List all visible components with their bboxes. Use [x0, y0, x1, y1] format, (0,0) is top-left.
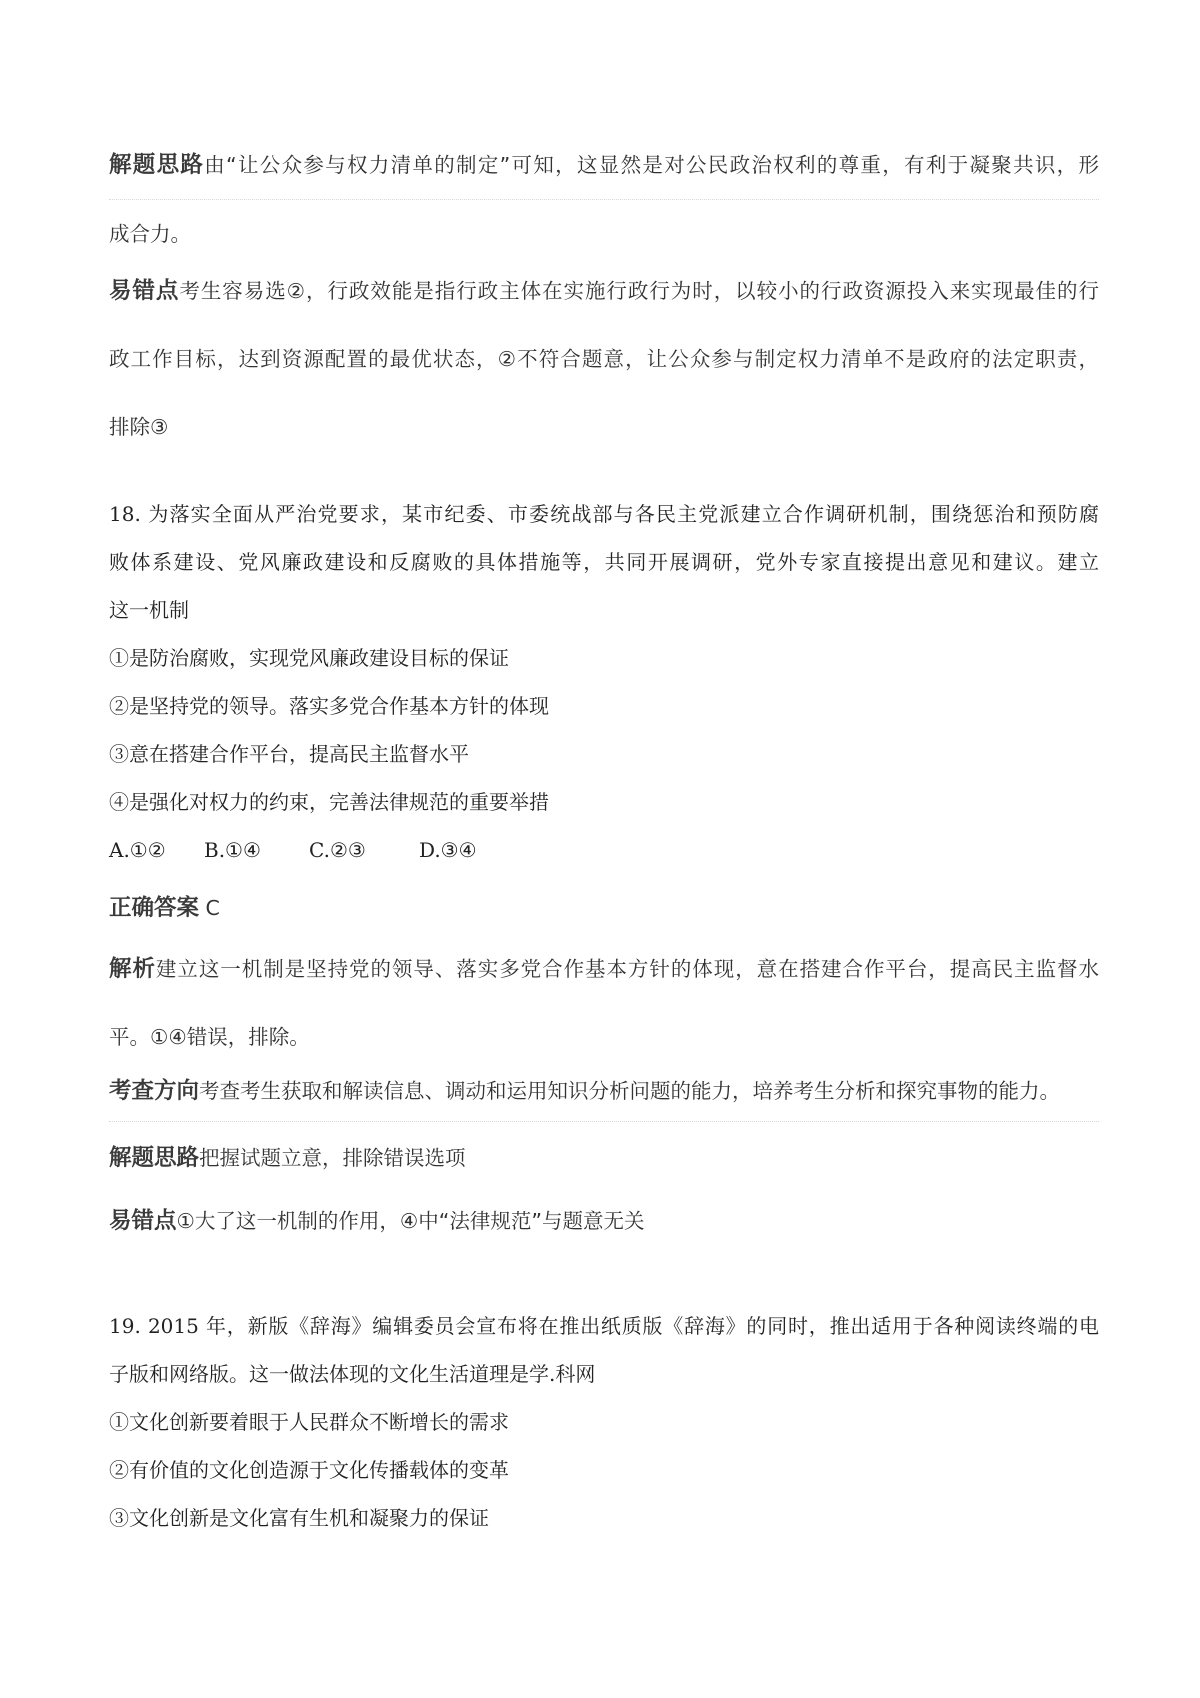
q19-item-1: ①文化创新要着眼于人民群众不断增长的需求: [109, 1410, 509, 1434]
q18-analysis-label: 解析: [109, 956, 156, 982]
q17-pitfall-block: [109, 257, 1099, 461]
q19-stem-line-2: 子版和网络版。这一做法体现的文化生活道理是学.科网: [109, 1362, 596, 1386]
q18-option-a: A.①②: [109, 838, 166, 862]
q17-pitfall-label: 易错点: [109, 278, 180, 304]
q18-option-b: B.①④: [204, 838, 261, 862]
q18-thinking: [109, 1128, 1099, 1188]
q18-direction-line: [109, 1061, 1099, 1122]
q18-stem-line-1: 18. 为落实全面从严治党要求，某市纪委、市委统战部与各民主党派建立合作调研机制，围绕惩治和预防腐: [109, 502, 1099, 526]
q18-analysis: [109, 935, 1099, 1071]
q19-item-2: ②有价值的文化创造源于文化传播载体的变革: [109, 1458, 509, 1482]
q17-thinking-line-1: [109, 131, 1099, 200]
q18-item-1: ①是防治腐败，实现党风廉政建设目标的保证: [109, 646, 509, 670]
q18-option-d: D.③④: [419, 838, 477, 862]
q18-stem-line-2: 败体系建设、党风廉政建设和反腐败的具体措施等，共同开展调研，党外专家直接提出意见和建议。建立: [109, 550, 1099, 574]
q19-stem: [109, 1302, 1099, 1542]
q17-thinking-text-1: 由“让公众参与权力清单的制定”可知，这显然是对公民政治权利的尊重，有利于凝聚共识，形: [204, 153, 1099, 177]
q18-stem: [109, 490, 1099, 826]
q17-pitfall-text-1: 考生容易选②，行政效能是指行政主体在实施行政行为时，以较小的行政资源投入来实现最佳的行: [179, 279, 1099, 303]
q18-answer-line: [109, 878, 1099, 938]
q18-analysis-line-1: [109, 935, 1099, 1003]
q18-pitfall-text: ①大了这一机制的作用，④中“法律规范”与题意无关: [176, 1209, 645, 1233]
q18-thinking-text: 把握试题立意，排除错误选项: [199, 1146, 466, 1170]
q18-analysis-text-1: 建立这一机制是坚持党的领导、落实多党合作基本方针的体现，意在搭建合作平台，提高民主监督水: [155, 957, 1099, 981]
q19-item-3: ③文化创新是文化富有生机和凝聚力的保证: [109, 1506, 489, 1530]
q18-thinking-line: [109, 1128, 1099, 1188]
q18-analysis-line-2: 平。①④错误，排除。: [109, 1025, 310, 1049]
q18-item-3: ③意在搭建合作平台，提高民主监督水平: [109, 742, 469, 766]
q18-pitfall: [109, 1191, 1099, 1251]
q18-options: [109, 826, 477, 874]
q18-direction-label: 考查方向: [109, 1078, 200, 1104]
q18-option-c: C.②③: [309, 838, 366, 862]
q18-pitfall-label: 易错点: [109, 1208, 177, 1234]
q17-pitfall-line-2: 政工作目标，达到资源配置的最优状态，②不符合题意，让公众参与制定权力清单不是政府的法定职责，: [109, 347, 1099, 371]
q17-pitfall-line-3: 排除③: [109, 415, 169, 439]
q18-answer-value: C: [205, 896, 220, 920]
q18-direction: [109, 1061, 1099, 1122]
q18-direction-text: 考查考生获取和解读信息、调动和运用知识分析问题的能力，培养考生分析和探究事物的能力。: [199, 1079, 1061, 1103]
q17-pitfall-line-1: [109, 257, 1099, 325]
q17-thinking-label: 解题思路: [109, 152, 205, 178]
q18-pitfall-line: [109, 1191, 1099, 1251]
q18-item-4: ④是强化对权力的约束，完善法律规范的重要举措: [109, 790, 549, 814]
q18-answer: [109, 878, 1099, 938]
q18-thinking-label: 解题思路: [109, 1145, 200, 1171]
q18-item-2: ②是坚持党的领导。落实多党合作基本方针的体现: [109, 694, 549, 718]
q18-answer-label: 正确答案: [109, 895, 200, 921]
q19-stem-line-1: 19. 2015 年，新版《辞海》编辑委员会宣布将在推出纸质版《辞海》的同时，推出适用于各种阅读终端的电: [109, 1314, 1099, 1338]
q17-thinking-block: [109, 131, 1099, 268]
q17-thinking-line-2: 成合力。: [109, 222, 191, 246]
q18-stem-line-3: 这一机制: [109, 598, 189, 622]
